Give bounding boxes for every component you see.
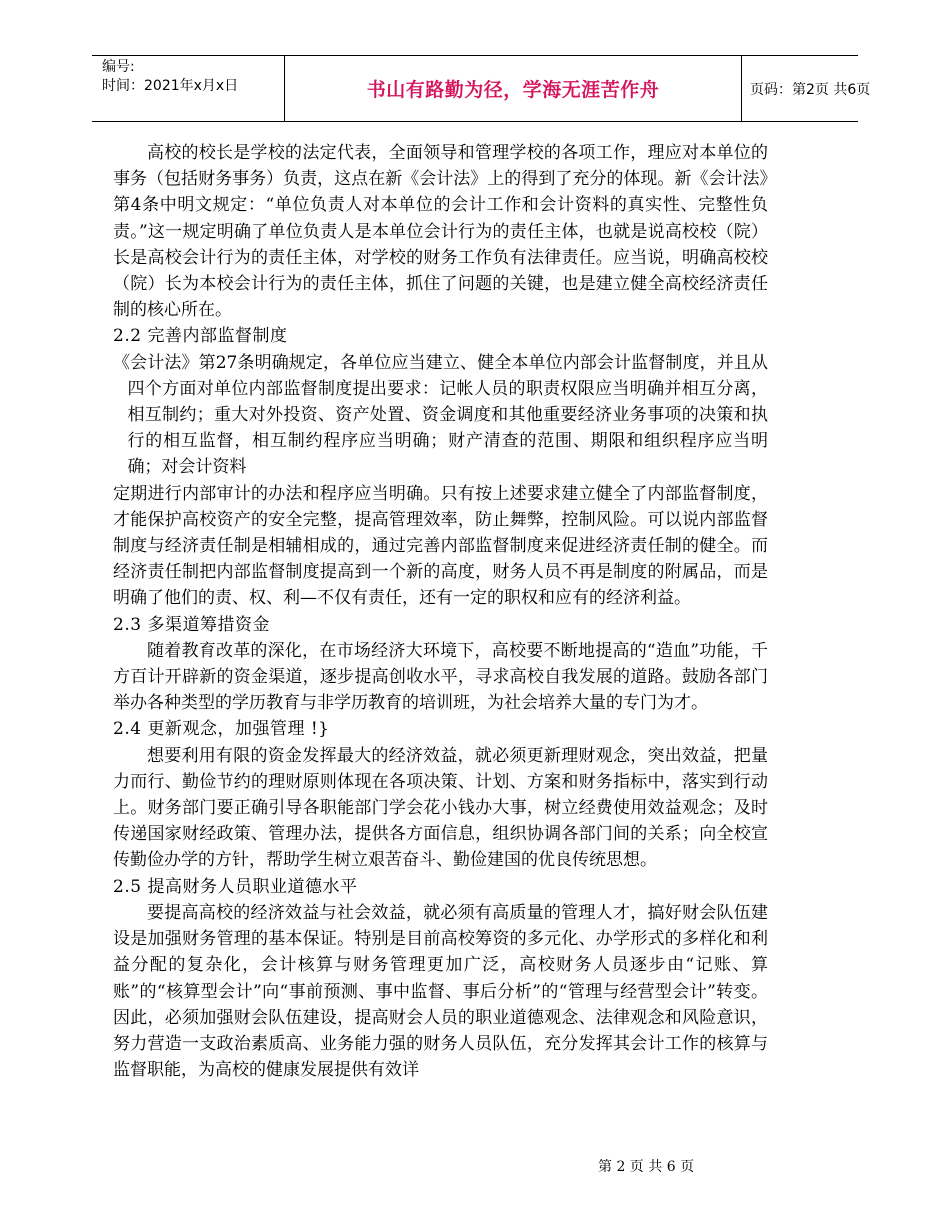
section-heading-2-3: 2.3 多渠道筹措资金 xyxy=(113,614,270,635)
paragraph-internal-audit: 定期进行内部审计的办法和程序应当明确。只有按上述要求建立健全了内部监督制度，才能保护高校资产的安全完整，提高管理效率，防止舞弊，控制风险。可以说内部监督制度与经济责任制是相辅相成的，通过完善内部监督制度来促进经济责任制的健全。而经济责任制把内部监督制度提高到一个新的高度，财务人员不再是制度的附属品，而是明确了他们的责、权、利—不仅有责任，还有一定的职权和应有的经济利益。 xyxy=(113,483,768,609)
header-motto-cell xyxy=(285,56,742,121)
document-code-label: 编号: xyxy=(102,59,135,75)
document-body xyxy=(113,140,768,1083)
paragraph-accounting-law-27: 《会计法》第27条明确规定，各单位应当建立、健全本单位内部会计监督制度，并且从四个方面对单位内部监督制度提出要求：记帐人员的职责权限应当明确并相互分离，相互制约；重大对外投资、资产处置、资金调度和其他重要经济业务事项的决策和执行的相互监督，相互制约程序应当明确；财产清查的范围、期限和组织程序应当明确；对会计资料 xyxy=(113,352,768,478)
header-page-info: 页码：第2页 共6页 xyxy=(750,81,871,98)
header-right-cell xyxy=(742,56,871,121)
header-left-cell xyxy=(92,56,285,121)
header-motto: 书山有路勤为径，学海无涯苦作舟 xyxy=(366,79,660,101)
paragraph-professional-ethics: 要提高高校的经济效益与社会效益，就必须有高质量的管理人才，搞好财会队伍建设是加强财务管理的基本保证。特别是目前高校筹资的多元化、办学形式的多样化和利益分配的复杂化，会计核算与财务管理更加广泛，高校财务人员逐步由“记账、算账”的“核算型会计”向“事前预测、事中监督、事后分析”的“管理与经营型会计”转变。因此，必须加强财会队伍建设，提高财会人员的职业道德观念、法律观念和风险意识，努力营造一支政治素质高、业务能力强的财务人员队伍，充分发挥其会计工作的核算与监督职能，为高校的健康发展提供有效详 xyxy=(113,902,768,1081)
page-footer-number: 第 2 页 共 6 页 xyxy=(598,1159,695,1175)
paragraph-fundraising: 随着教育改革的深化，在市场经济大环境下，高校要不断地提高的“造血”功能，千方百计开辟新的资金渠道，逐步提高创收水平，寻求高校自我发展的道路。鼓励各部门举办各种类型的学历教育与非学历教育的培训班，为社会培养大量的专门为才。 xyxy=(113,640,768,714)
document-date: 时间：2021年x月x日 xyxy=(102,78,239,94)
section-heading-2-4: 2.4 更新观念，加强管理 !} xyxy=(113,719,330,740)
section-heading-2-5: 2.5 提高财务人员职业道德水平 xyxy=(113,876,358,897)
paragraph-principal-responsibility: 高校的校长是学校的法定代表，全面领导和管理学校的各项工作，理应对本单位的事务（包括财务事务）负责，这点在新《会计法》上的得到了充分的体现。新《会计法》第4条中明文规定：“单位负责人对本单位的会计工作和会计资料的真实性、完整性负责。”这一规定明确了单位负责人是本单位会计行为的责任主体，也就是说高校校（院）长是高校会计行为的责任主体，对学校的财务工作负有法律责任。应当说，明确高校校（院）长为本校会计行为的责任主体，抓住了问题的关键，也是建立健全高校经济责任制的核心所在。 xyxy=(113,143,768,321)
section-heading-2-2: 2.2 完善内部监督制度 xyxy=(113,326,288,347)
page-header xyxy=(92,55,871,122)
paragraph-concept-update: 想要利用有限的资金发挥最大的经济效益，就必须更新理财观念，突出效益，把量力而行、勤俭节约的理财原则体现在各项决策、计划、方案和财务指标中，落实到行动上。财务部门要正确引导各职能部门学会花小钱办大事，树立经费使用效益观念；及时传递国家财经政策、管理办法，提供各方面信息，组织协调各部门间的关系；向全校宣传勤俭办学的方针，帮助学生树立艰苦奋斗、勤俭建国的优良传统思想。 xyxy=(113,745,768,871)
